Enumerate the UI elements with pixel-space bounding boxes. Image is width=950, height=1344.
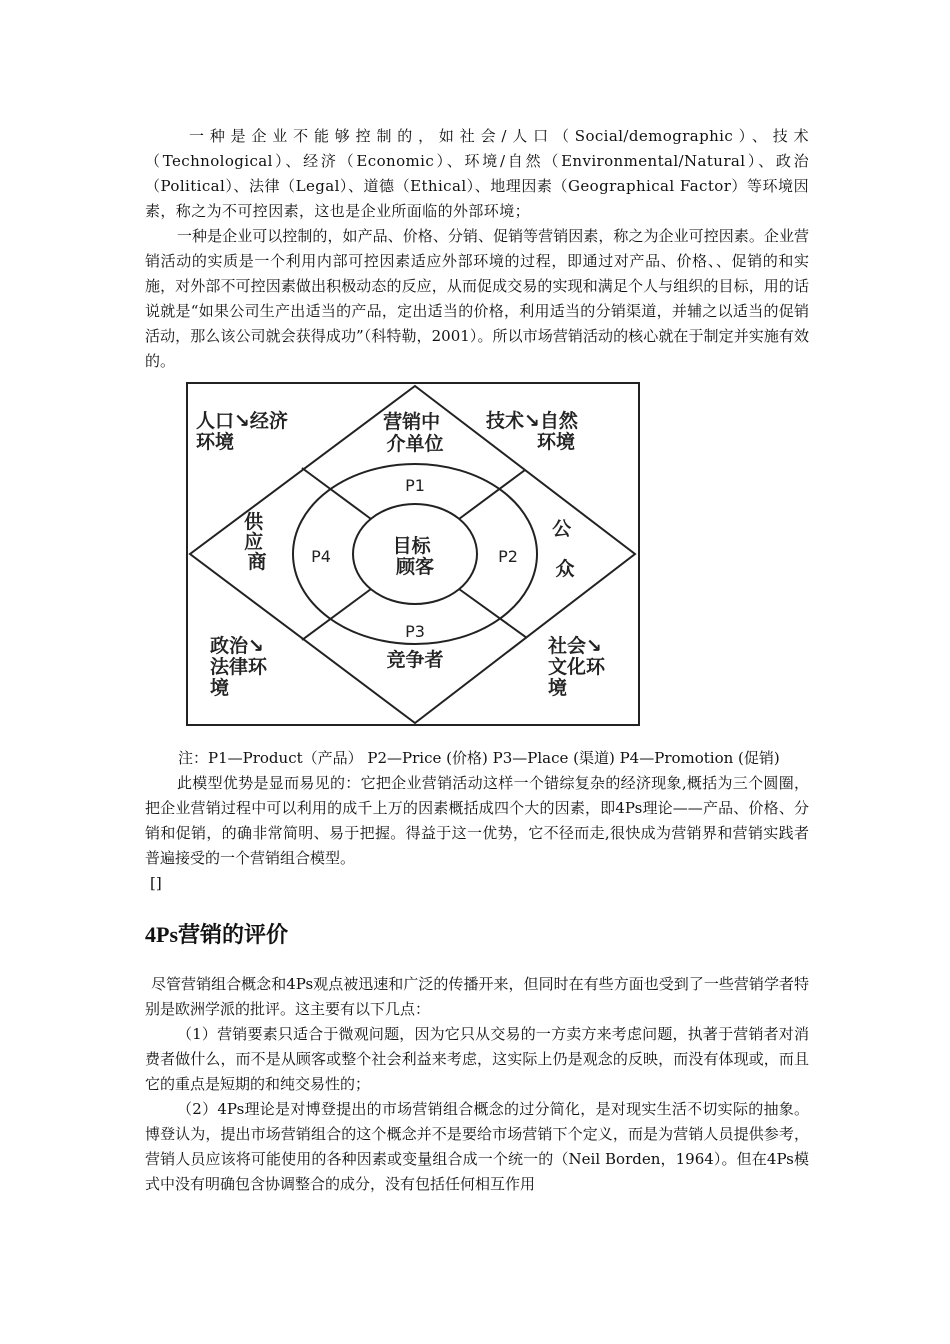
p4-label: P4: [311, 547, 331, 566]
corner-tr-line1: 技术↘自然: [486, 410, 578, 432]
corner-tl-line1: 人口↘经济: [196, 410, 288, 432]
p2-label: P2: [498, 547, 518, 566]
divider-bl: [302, 589, 371, 640]
p3-label: P3: [405, 622, 425, 641]
left-line3: 商: [247, 551, 267, 573]
corner-label-bottom-left: [210, 634, 274, 699]
section-heading: 4Ps营销的评价: [145, 922, 289, 947]
corner-bl-line3: 境: [210, 677, 230, 699]
right-line1: 公: [552, 518, 572, 540]
divider-tl: [302, 468, 371, 519]
p1-label: P1: [405, 476, 425, 495]
segment-label-left: [244, 510, 270, 573]
paragraph-criticism-1: （1）营销要素只适合于微观问题，因为它只从交易的一方卖方来考虑问题，执著于营销者对消费者做什么，而不是从顾客或整个社会利益来考虑，这实际上仍是观念的反映，而没有体现或，而且它的重点是短期的和纯交易性的；: [145, 1025, 809, 1093]
reference-marker: []: [150, 874, 162, 892]
left-line1: 供: [244, 511, 264, 533]
corner-br-line1: 社会↘: [548, 635, 602, 657]
center-label: [393, 534, 438, 578]
right-line2: 众: [555, 558, 575, 580]
top-line2: 介单位: [386, 433, 444, 455]
corner-label-top-right: [486, 409, 585, 453]
left-line2: 应: [244, 531, 264, 553]
center-line1: 目标: [392, 535, 431, 557]
segment-label-bottom: 竞争者: [386, 649, 444, 671]
paragraph-controllable-factors: 一种是企业可以控制的，如产品、价格、分销、促销等营销因素，称之为企业可控因素。企业营销活动的实质是一个利用内部可控因素适应外部环境的过程，即通过对产品、价格、、促销的和实施，对外部不可控因素做出积极动态的反应，从而促成交易的实现和满足个人与组织的目标，用的话说就是“如果公司生产出适当的产品，定出适当的价格，利用适当的分销渠道，并辅之以适当的促销活动，那么该公司就会获得成功”（科特勒，2001）。所以市场营销活动的核心就在于制定并实施有效的。: [145, 227, 809, 370]
marketing-mix-diagram: [180, 380, 660, 730]
center-line2: 顾客: [395, 556, 435, 578]
corner-bl-line2: 法律环: [210, 656, 268, 678]
corner-br-line2: 文化环: [548, 656, 606, 678]
corner-bl-line1: 政治↘: [210, 635, 264, 657]
corner-label-top-left: [196, 409, 295, 453]
paragraph-criticism-intro: 尽管营销组合概念和4Ps观点被迅速和广泛的传播开来，但同时在有些方面也受到了一些营销学者特别是欧洲学派的批评。这主要有以下几点：: [145, 975, 809, 1018]
divider-br: [459, 589, 527, 638]
segment-label-top: [383, 410, 447, 455]
segment-label-right: [552, 518, 578, 580]
top-line1: 营销中: [383, 411, 441, 433]
corner-label-bottom-right: [547, 634, 612, 699]
paragraph-uncontrollable-factors: 一种是企业不能够控制的，如社会/人口（Social/demographic）、技术（Technological）、经济（Economic）、环境/自然（Environmental/Natural）、政治（Political）、法律（Legal）、道德（Ethical）、地理因素（Geographical Factor）等环境因素，称之为不可控因素，这也是企业所面临的外部环境；: [145, 127, 809, 220]
corner-br-line3: 境: [548, 677, 568, 699]
paragraph-criticism-2: （2）4Ps理论是对博登提出的市场营销组合概念的过分简化，是对现实生活不切实际的抽象。博登认为，提出市场营销组合的这个概念并不是要给市场营销下个定义，而是为营销人员提供参考，营销人员应该将可能使用的各种因素或变量组合成一个统一的（Neil Borden，1964）。但在4Ps模式中没有明确包含协调整合的成分，没有包括任何相互作用: [145, 1100, 809, 1193]
paragraph-model-advantage: 此模型优势是显而易见的：它把企业营销活动这样一个错综复杂的经济现象,概括为三个圆圈，把企业营销过程中可以利用的成千上万的因素概括成四个大的因素，即4Ps理论——产品、价格、分销和促销，的确非常简明、易于把握。得益于这一优势，它不径而走,很快成为营销界和营销实践者普遍接受的一个营销组合模型。: [145, 774, 809, 867]
diagram-note: 注：P1—Product（产品） P2—Price (价格) P3—Place (渠道) P4—Promotion (促销): [178, 749, 780, 767]
corner-tr-line2: 环境: [537, 431, 576, 453]
divider-tr: [459, 470, 525, 519]
corner-tl-line2: 环境: [196, 431, 235, 453]
